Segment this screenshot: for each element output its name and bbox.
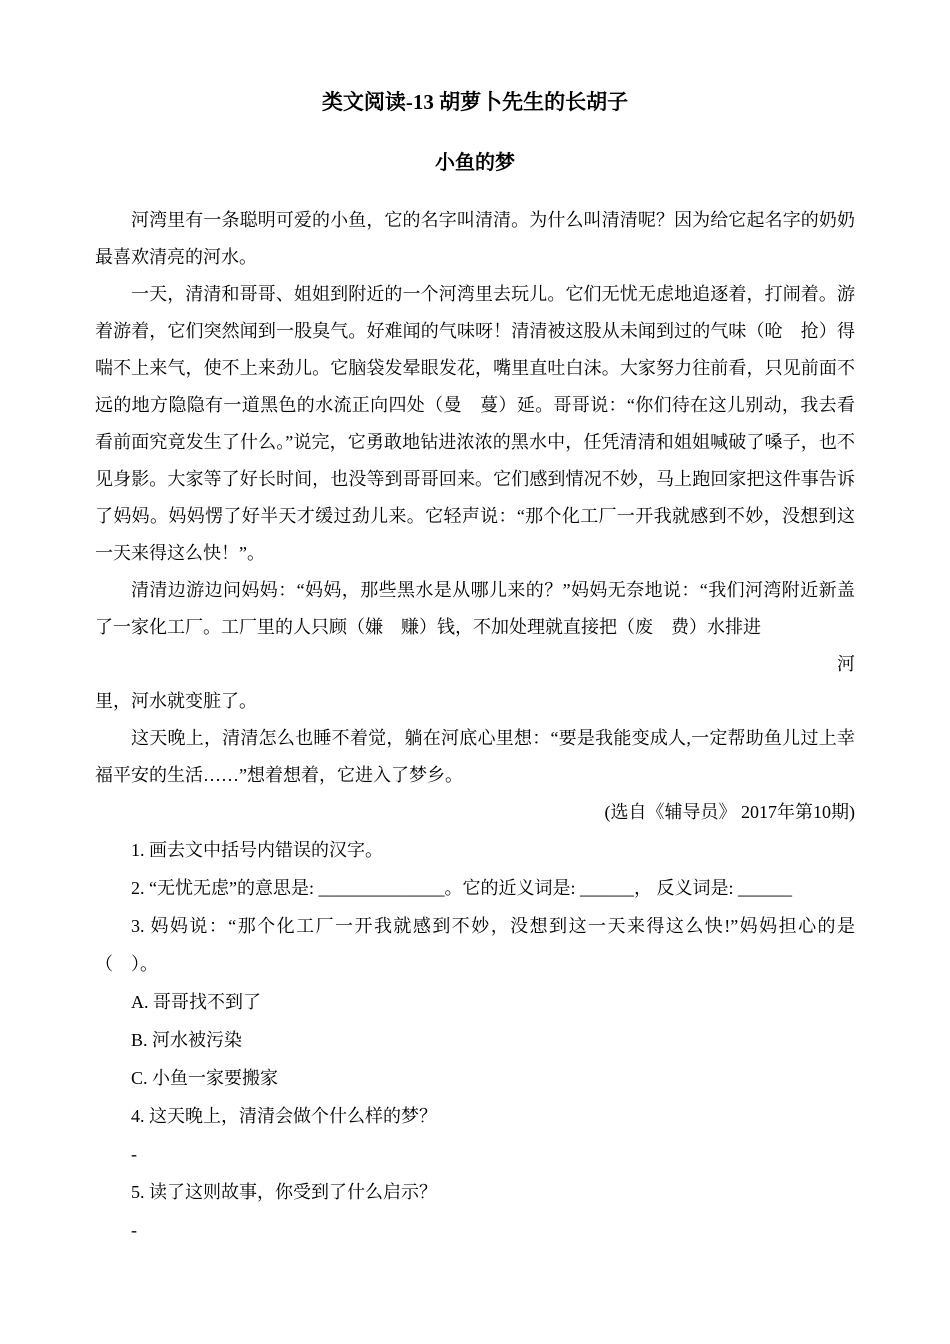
story-paragraph-3-continuation: 里，河水就变脏了。 <box>95 691 257 711</box>
story-paragraph-1: 河湾里有一条聪明可爱的小鱼，它的名字叫清清。为什么叫清清呢？因为给它起名字的奶奶最喜欢清亮的河水。 <box>95 210 855 267</box>
question-4-answer-line: - <box>131 1144 137 1164</box>
question-5: 5. 读了这则故事，你受到了什么启示？ <box>131 1182 437 1202</box>
question-5-answer-line: - <box>131 1220 137 1240</box>
story-paragraph-3: 清清边游边问妈妈：“妈妈，那些黑水是从哪儿来的？”妈妈无奈地说：“我们河湾附近新盖了一家化工厂。工厂里的人只顾（嫌 赚）钱，不加处理就直接把（废 费）水排进 <box>95 580 855 637</box>
question-3-option-a: A. 哥哥找不到了 <box>131 992 261 1012</box>
story-paragraph-3-overflow-char: 河 <box>837 654 855 674</box>
question-4: 4. 这天晚上，清清会做个什么样的梦？ <box>131 1106 437 1126</box>
question-3-option-c: C. 小鱼一家要搬家 <box>131 1068 279 1088</box>
document-title: 类文阅读-13 胡萝卜先生的长胡子 <box>321 90 629 114</box>
story-paragraph-4: 这天晚上，清清怎么也睡不着觉，躺在河底心里想：“要是我能变成人,一定帮助鱼儿过上幸福平安的生活……”想着想着，它进入了梦乡。 <box>95 728 855 785</box>
question-2: 2. “无忧无虑”的意思是: ______________。它的近义词是: ______， 反义词是: ______ <box>131 878 792 898</box>
question-3: 3. 妈妈说：“那个化工厂一开我就感到不妙，没想到这一天来得这么快!”妈妈担心的是（ ）。 <box>95 916 855 974</box>
question-3-option-b: B. 河水被污染 <box>131 1030 243 1050</box>
question-1: 1. 画去文中括号内错误的汉字。 <box>131 840 383 860</box>
story-title: 小鱼的梦 <box>435 152 515 174</box>
story-paragraph-2: 一天，清清和哥哥、姐姐到附近的一个河湾里去玩儿。它们无忧无虑地追逐着，打闹着。游着游着，它们突然闻到一股臭气。好难闻的气味呀！清清被这股从未闻到过的气味（呛 抢）得喘不上来气，使不上来劲儿。它脑袋发晕眼发花，嘴里直吐白沫。大家努力往前看，只见前面不远的地方隐隐有一道黑色的水流正向四处（曼 蔓）延。哥哥说：“你们待在这儿别动，我去看看前面究竟发生了什么。”说完，它勇敢地钻进浓浓的黑水中，任凭清清和姐姐喊破了嗓子，也不见身影。大家等了好长时间，也没等到哥哥回来。它们感到情况不妙，马上跑回家把这件事告诉了妈妈。妈妈愣了好半天才缓过劲儿来。它轻声说：“那个化工厂一开我就感到不妙，没想到这一天来得这么快！”。 <box>95 284 855 563</box>
source-attribution: (选自《辅导员》 2017年第10期) <box>604 802 855 822</box>
